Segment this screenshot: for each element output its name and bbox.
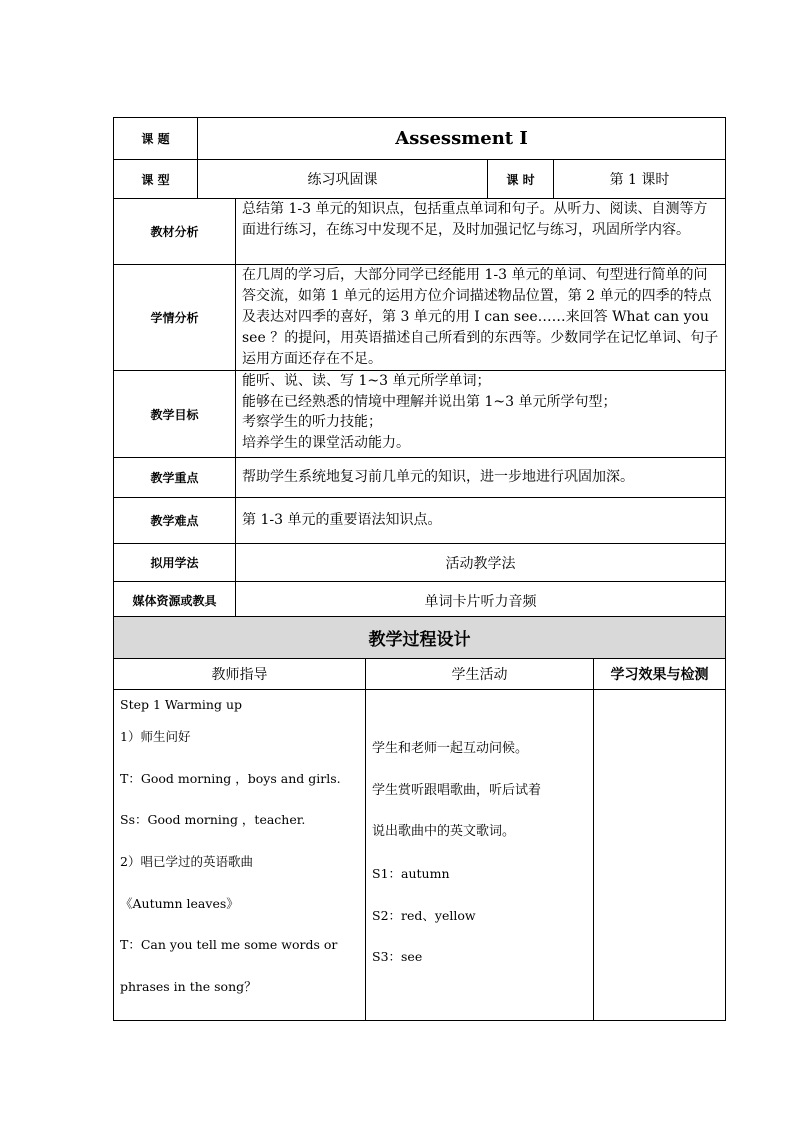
student-line: S1：autumn — [372, 866, 450, 882]
key-row — [114, 458, 726, 498]
goal-item: 能听、说、读、写 1~3 单元所学单词； — [242, 373, 491, 389]
method-label: 拟用学法 — [114, 544, 236, 582]
period-value: 第 1 课时 — [554, 160, 726, 199]
key-label: 教学重点 — [114, 458, 236, 498]
teacher-line: phrases in the song？ — [120, 979, 257, 995]
topic-label: 课 题 — [114, 118, 198, 160]
learner-row — [114, 265, 726, 371]
topic-value: Assessment I — [198, 118, 726, 160]
process-banner: 教学过程设计 — [114, 617, 726, 659]
goals-row — [114, 371, 726, 458]
col-effect-header: 学习效果与检测 — [594, 659, 726, 690]
teacher-line: 《Autumn leaves》 — [120, 895, 239, 911]
teacher-line: T：Can you tell me some words or — [120, 937, 338, 953]
goal-item: 培养学生的课堂活动能力。 — [242, 434, 410, 451]
method-value: 活动教学法 — [236, 544, 726, 582]
student-line: 学生赏听跟唱歌曲，听后试着 — [372, 782, 542, 798]
difficulty-row — [114, 498, 726, 544]
effect-cell — [594, 690, 726, 1021]
process-header-row — [114, 659, 726, 690]
goals-value — [236, 371, 726, 458]
teacher-guidance-cell — [114, 690, 366, 1021]
period-label: 课 时 — [488, 160, 554, 199]
media-value: 单词卡片听力音频 — [236, 582, 726, 620]
student-activity-cell — [366, 690, 594, 1021]
process-banner-row — [114, 617, 726, 659]
student-line: S2：red、yellow — [372, 907, 476, 923]
teacher-line: Step 1 Warming up — [120, 697, 243, 712]
type-row — [114, 160, 726, 199]
material-value: 总结第 1-3 单元的知识点，包括重点单词和句子。从听力、阅读、自测等方面进行练习，在练习中发现不足，及时加强记忆与练习，巩固所学内容。 — [236, 199, 726, 265]
teacher-line: Ss：Good morning ，teacher. — [120, 812, 306, 828]
student-line: S3：see — [372, 949, 423, 965]
method-row — [114, 544, 726, 582]
student-line: 学生和老师一起互动问候。 — [372, 741, 529, 756]
material-row — [114, 199, 726, 265]
learner-label: 学情分析 — [114, 265, 236, 371]
key-value: 帮助学生系统地复习前几单元的知识，进一步地进行巩固加深。 — [236, 458, 726, 498]
media-label: 媒体资源或教具 — [114, 582, 236, 620]
col-teacher-header: 教师指导 — [114, 659, 366, 690]
learner-value: 在几周的学习后，大部分同学已经能用 1-3 单元的单词、句型进行简单的问答交流，如第 1 单元的运用方位介词描述物品位置，第 2 单元的四季的特点及表达对四季的喜好，第 3 单元的用 I can see……来回答 What can you see ？的提问，用英语描述自己所看到的东西等。少数同学在记忆单词、句子运用方面还存在不足。 — [236, 265, 726, 371]
lesson-info-table — [113, 117, 726, 620]
topic-row — [114, 118, 726, 160]
student-line: 说出歌曲中的英文歌词。 — [372, 824, 516, 840]
teacher-line: 1）师生问好 — [120, 729, 191, 744]
difficulty-value: 第 1-3 单元的重要语法知识点。 — [236, 498, 726, 544]
goals-label: 教学目标 — [114, 371, 236, 458]
teaching-process-table — [113, 616, 726, 1021]
col-student-header: 学生活动 — [366, 659, 594, 690]
difficulty-label: 教学难点 — [114, 498, 236, 544]
media-row — [114, 582, 726, 620]
type-value: 练习巩固课 — [198, 160, 488, 199]
material-label: 教材分析 — [114, 199, 236, 265]
type-label: 课 型 — [114, 160, 198, 199]
goal-item: 能够在已经熟悉的情境中理解并说出第 1~3 单元所学句型； — [242, 393, 617, 410]
teacher-line: 2）唱已学过的英语歌曲 — [120, 854, 253, 870]
process-step-row — [114, 690, 726, 1021]
teacher-line: T：Good morning ，boys and girls. — [120, 770, 341, 786]
goal-item: 考察学生的听力技能； — [242, 414, 382, 430]
